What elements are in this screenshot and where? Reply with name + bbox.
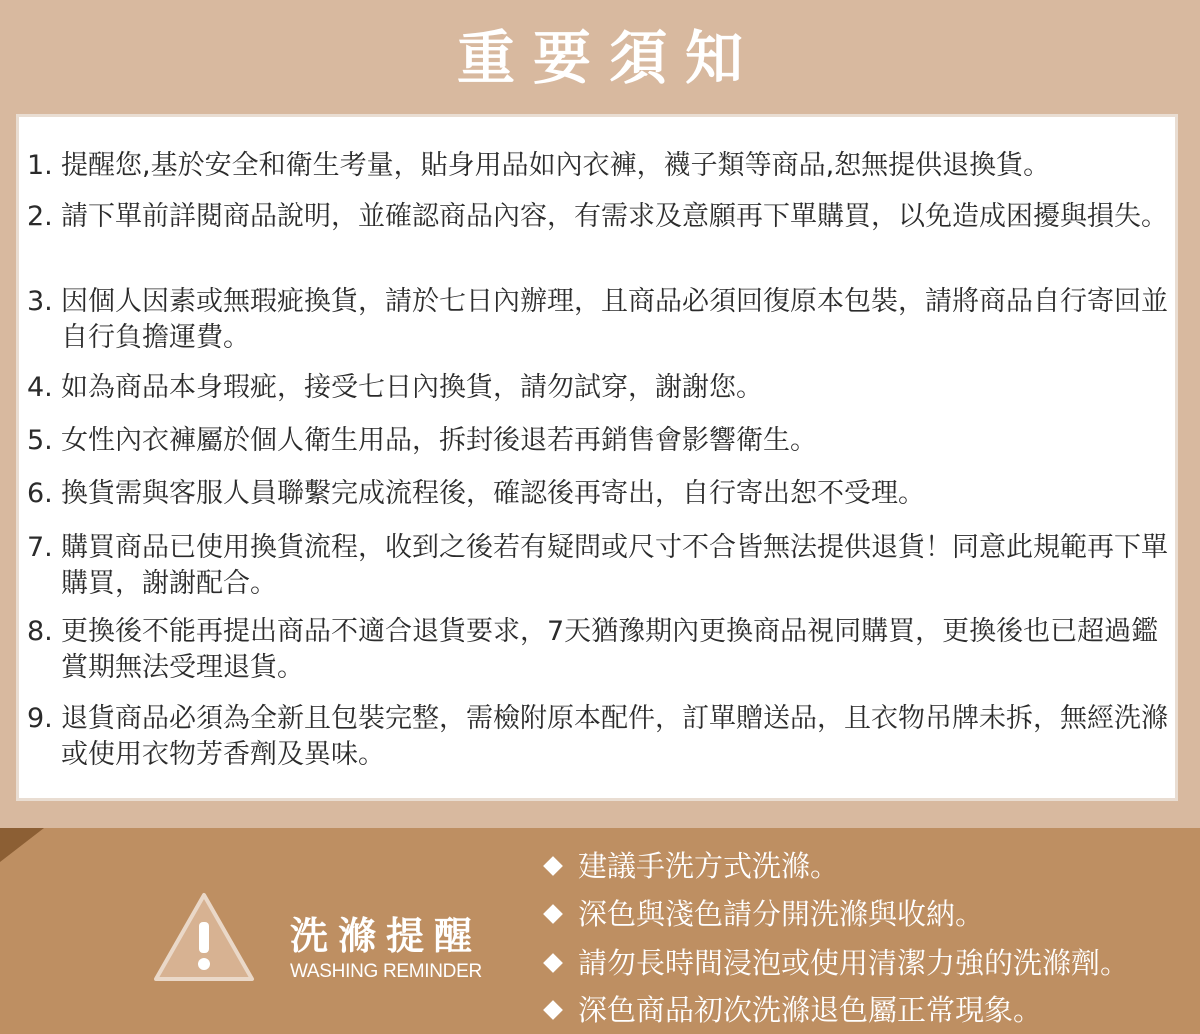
notice-number: 7. [27, 532, 53, 563]
washing-tip-text: 深色與淺色請分開洗滌與收納。 [578, 897, 985, 931]
washing-tip-text: 深色商品初次洗滌退色屬正常現象。 [578, 993, 1043, 1027]
washing-reminder-section [0, 828, 1200, 1034]
notice-text: 退貨商品必須為全新且包裝完整，需檢附原本配件，訂單贈送品，且衣物吊牌未拆，無經洗滌或使用衣物芳香劑及異味。 [61, 703, 1168, 770]
notice-item-3 [27, 284, 1172, 356]
washing-tip-4 [540, 992, 1042, 1028]
notice-text: 如為商品本身瑕疵，接受七日內換貨，請勿試穿，謝謝您。 [61, 372, 763, 403]
notice-text: 因個人因素或無瑕疵換貨，請於七日內辦理，且商品必須回復原本包裝，請將商品自行寄回並自行負擔運費。 [61, 286, 1168, 353]
diamond-bullet-icon [543, 856, 563, 876]
washing-reminder-title: 洗滌提醒 [290, 914, 483, 958]
washing-tip-2 [540, 896, 984, 932]
notice-number: 9. [27, 703, 53, 734]
notice-item-2 [27, 199, 1172, 235]
notice-item-5 [27, 423, 1172, 459]
notice-number: 1. [27, 150, 53, 181]
notice-number: 6. [27, 478, 53, 509]
diamond-bullet-icon [543, 904, 563, 924]
notice-number: 3. [27, 286, 53, 317]
notice-text: 購買商品已使用換貨流程，收到之後若有疑問或尺寸不合皆無法提供退貨！同意此規範再下單購買，謝謝配合。 [61, 532, 1168, 599]
notice-number: 4. [27, 372, 53, 403]
warning-triangle-icon [152, 890, 256, 984]
notice-item-4 [27, 370, 1172, 406]
fold-corner-decoration [0, 828, 44, 862]
notice-text: 更換後不能再提出商品不適合退貨要求，7天猶豫期內更換商品視同購買，更換後也已超過鑑賞期無法受理退貨。 [61, 616, 1159, 683]
washing-tip-3 [540, 945, 1129, 981]
notice-number: 2. [27, 201, 53, 232]
washing-tip-1 [540, 848, 839, 884]
washing-tip-text: 建議手洗方式洗滌。 [578, 849, 840, 883]
notice-item-8 [27, 614, 1172, 686]
notice-item-6 [27, 476, 1172, 512]
notice-text: 提醒您,基於安全和衛生考量，貼身用品如內衣褲，襪子類等商品,恕無提供退換貨。 [61, 150, 1051, 181]
diamond-bullet-icon [543, 953, 563, 973]
notice-text: 請下單前詳閱商品說明，並確認商品內容，有需求及意願再下單購買，以免造成困擾與損失。 [61, 201, 1168, 232]
notice-item-7 [27, 530, 1172, 602]
notice-item-9 [27, 701, 1172, 773]
notice-text: 女性內衣褲屬於個人衛生用品，拆封後退若再銷售會影響衛生。 [61, 425, 817, 456]
washing-tip-text: 請勿長時間浸泡或使用清潔力強的洗滌劑。 [578, 946, 1130, 980]
notice-item-1 [27, 148, 1172, 184]
notice-box [16, 114, 1178, 801]
notice-number: 8. [27, 616, 53, 647]
notice-number: 5. [27, 425, 53, 456]
diamond-bullet-icon [543, 1000, 563, 1020]
washing-reminder-subtitle: WASHING REMINDER [290, 961, 482, 982]
notice-text: 換貨需與客服人員聯繫完成流程後，確認後再寄出，自行寄出恕不受理。 [61, 478, 925, 509]
page-title: 重要須知 [456, 24, 761, 92]
